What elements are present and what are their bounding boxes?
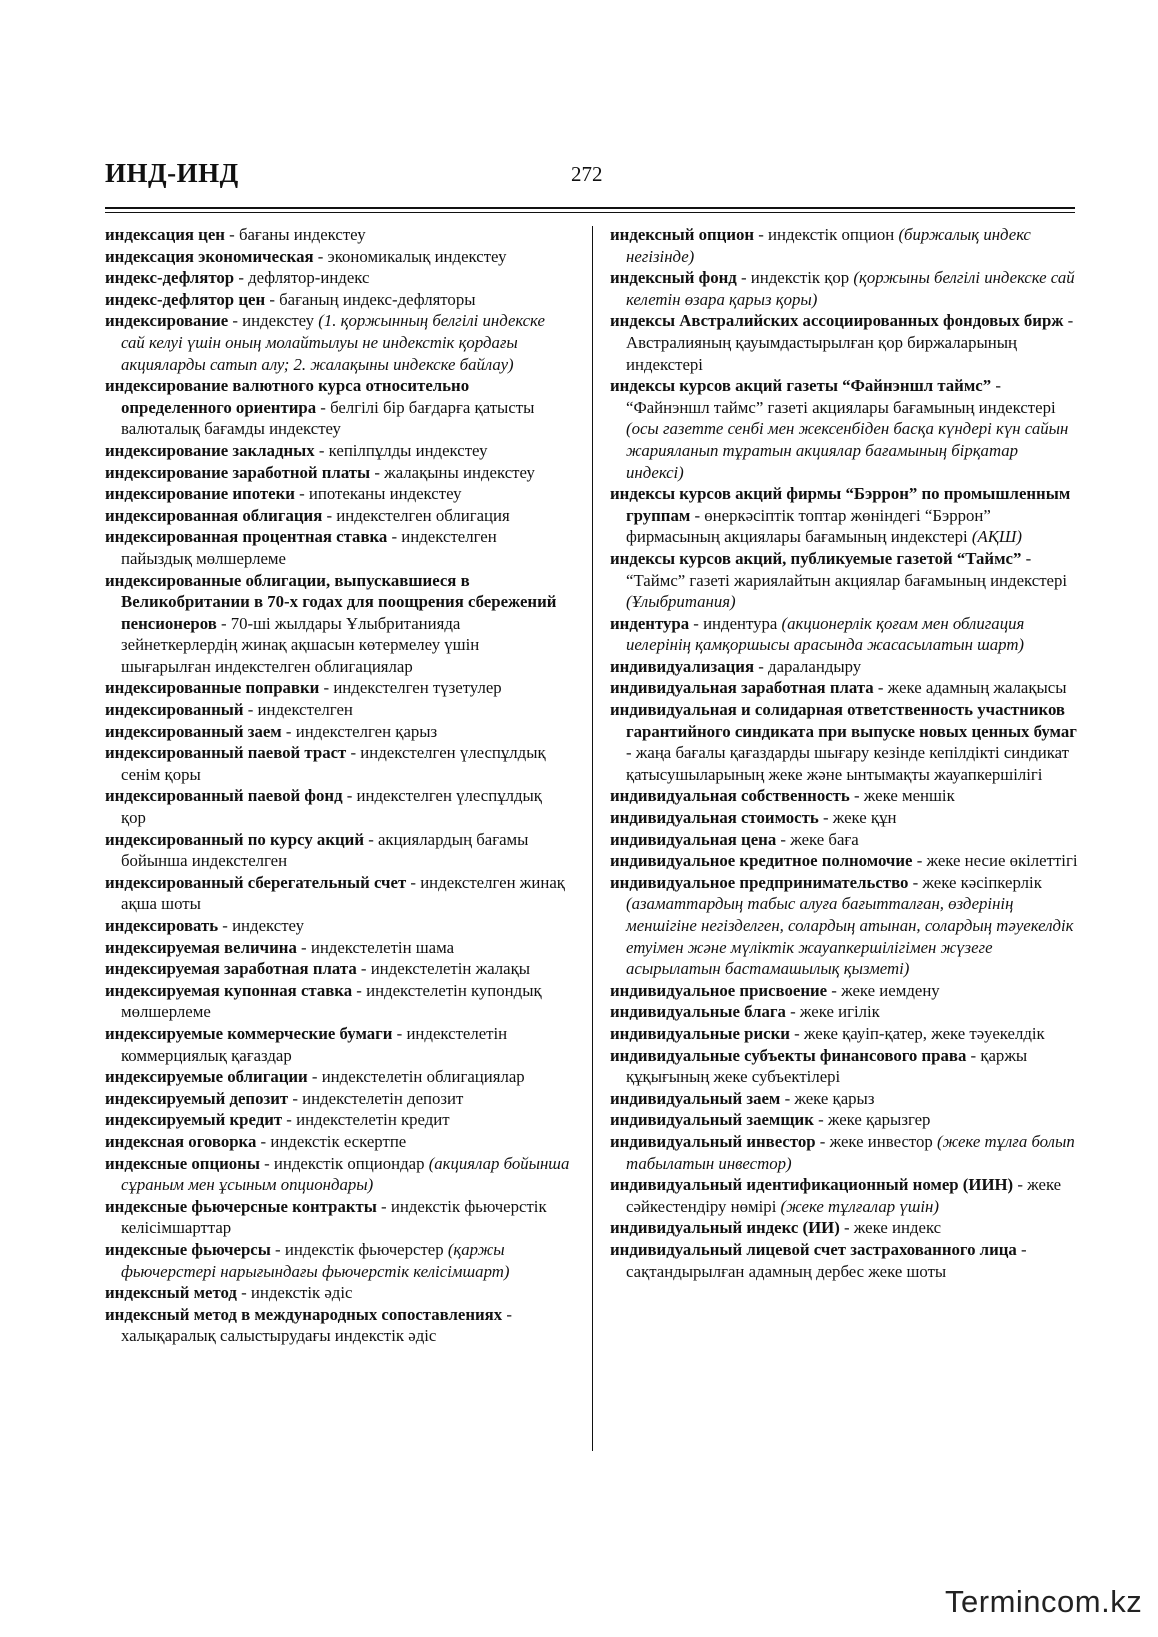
dictionary-entry bbox=[105, 1023, 570, 1066]
dictionary-entry bbox=[105, 829, 570, 872]
entry-definition: - индекстік әдіс bbox=[236, 1283, 353, 1303]
entry-term: индивидуальный заемщик bbox=[610, 1110, 814, 1130]
dictionary-entry bbox=[610, 1001, 1078, 1023]
entry-definition: - кепілпұлды индекстеу bbox=[314, 440, 488, 460]
entry-definition: - жеке сәйкестендіру нөмірі bbox=[626, 1175, 1062, 1216]
entry-term: индексирование ипотеки bbox=[105, 484, 295, 504]
entry-term: индексированный паевой траст bbox=[105, 743, 347, 763]
entry-definition: - индекстелген жинақ ақша шоты bbox=[121, 872, 565, 914]
entry-definition: - индекстелген bbox=[243, 700, 353, 720]
entry-term: индивидуальное присвоение bbox=[610, 980, 828, 1000]
dictionary-entry bbox=[610, 483, 1078, 548]
entry-definition: - жеке адамның жалақысы bbox=[873, 678, 1067, 698]
entry-definition: - индекстелген облигация bbox=[322, 505, 510, 525]
watermark-text: Termincom.kz bbox=[945, 1584, 1143, 1619]
entry-term: индексный метод bbox=[105, 1283, 237, 1303]
dictionary-entry bbox=[105, 1304, 570, 1347]
dictionary-entry bbox=[105, 289, 570, 311]
dictionary-entry bbox=[610, 310, 1078, 375]
entry-term: индексированная облигация bbox=[105, 505, 323, 525]
entry-definition: - жеке қарыз bbox=[780, 1088, 875, 1108]
entry-definition: - индекстік қор bbox=[736, 268, 854, 288]
entry-term: индексные фьючерсные контракты bbox=[105, 1196, 377, 1216]
dictionary-entry bbox=[610, 375, 1078, 483]
dictionary-entry bbox=[610, 656, 1078, 678]
entry-term: индивидуальные блага bbox=[610, 1002, 786, 1022]
entry-definition: - индекстік опциондар bbox=[259, 1153, 429, 1173]
right-column bbox=[610, 224, 1078, 1282]
dictionary-entry bbox=[105, 1153, 570, 1196]
entry-definition: - индекстік опцион bbox=[754, 225, 899, 244]
dictionary-entry bbox=[105, 677, 570, 699]
entry-term: индексный опцион bbox=[610, 225, 755, 244]
entry-definition: - бағаны индекстеу bbox=[224, 225, 366, 244]
entry-definition: - жаңа бағалы қағаздарды шығару кезінде кепілдікті синдикат қатысушыларының жеке және ынтымақты жауапкершілігі bbox=[626, 743, 1070, 784]
dictionary-entry bbox=[610, 1088, 1078, 1110]
entry-term: индексируемая заработная плата bbox=[105, 959, 357, 979]
entry-definition: - 70-ші жылдары Ұлыбританияда зейнеткерлердің жинақ ақшасын көтермелеу үшін шығарылған индекстелген облигациялар bbox=[121, 613, 480, 676]
entry-definition: - дараландыру bbox=[754, 656, 862, 676]
entry-term: индивидуальное предпринимательство bbox=[610, 872, 909, 892]
entry-term: индексация экономическая bbox=[105, 246, 314, 266]
dictionary-entry bbox=[610, 699, 1078, 785]
entry-term: индексы Австралийских ассоциированных фондовых бирж bbox=[610, 311, 1064, 331]
dictionary-entry bbox=[105, 1239, 570, 1282]
entry-term: индексы курсов акций фирмы “Бэррон” по промышленным группам bbox=[610, 484, 1071, 525]
dictionary-entry bbox=[610, 785, 1078, 807]
dictionary-entry bbox=[105, 742, 570, 785]
entry-term: индексировать bbox=[105, 916, 219, 935]
entry-definition: - бағаның индекс-дефляторы bbox=[265, 289, 476, 309]
entry-definition: - индекстелетін депозит bbox=[288, 1088, 464, 1108]
entry-definition: - дефлятор-индекс bbox=[234, 268, 370, 288]
dictionary-entry bbox=[105, 1088, 570, 1110]
dictionary-entry bbox=[610, 1023, 1078, 1045]
dictionary-entry bbox=[105, 721, 570, 743]
entry-definition: - жеке иемдену bbox=[827, 980, 940, 1000]
entry-definition: - сақтандырылған адамның дербес жеке шоты bbox=[626, 1239, 1027, 1281]
entry-definition: - халықаралық салыстырудағы индекстік әдіс bbox=[121, 1304, 512, 1346]
dictionary-entry bbox=[105, 1282, 570, 1304]
entry-term: индивидуализация bbox=[610, 656, 755, 676]
entry-definition: - жеке құн bbox=[818, 808, 897, 828]
dictionary-entry bbox=[105, 526, 570, 569]
entry-term: индексный метод в международных сопоставлениях bbox=[105, 1304, 503, 1324]
dictionary-entry bbox=[105, 937, 570, 959]
dictionary-entry bbox=[610, 829, 1078, 851]
entry-definition: - жеке меншік bbox=[849, 786, 955, 806]
entry-definition: - қаржы құқығының жеке субъектілері bbox=[626, 1045, 1028, 1087]
entry-term: индексируемый кредит bbox=[105, 1110, 283, 1130]
dictionary-entry bbox=[610, 1109, 1078, 1131]
entry-definition: - “Файнэншл таймс” газеті акциялары бағамының индекстері bbox=[626, 376, 1056, 417]
entry-term: индексированный заем bbox=[105, 721, 282, 741]
entry-term: индивидуальное кредитное полномочие bbox=[610, 851, 913, 871]
entry-term: индивидуальные субъекты финансового права bbox=[610, 1045, 967, 1065]
entry-note: (жеке тұлғалар үшін) bbox=[780, 1196, 939, 1216]
entry-term: индексированный bbox=[105, 700, 244, 720]
entry-definition: - индекстелетін облигациялар bbox=[307, 1067, 525, 1087]
entry-term: индексируемые коммерческие бумаги bbox=[105, 1023, 393, 1043]
entry-definition: - индекстелетін кредит bbox=[282, 1110, 450, 1130]
dictionary-entry bbox=[610, 267, 1078, 310]
dictionary-entry bbox=[610, 1217, 1078, 1239]
dictionary-entry bbox=[610, 548, 1078, 613]
entry-term: индексные опционы bbox=[105, 1153, 260, 1173]
entry-definition: - акциялардың бағамы бойынша индекстелген bbox=[121, 829, 529, 871]
entry-term: индивидуальный инвестор bbox=[610, 1131, 816, 1151]
entry-definition: - экономикалық индекстеу bbox=[313, 246, 507, 266]
entry-term: индексированный сберегательный счет bbox=[105, 872, 407, 892]
entry-definition: - белгілі бір бағдарға қатысты валюталық бағамды индекстеу bbox=[121, 397, 535, 439]
dictionary-entry bbox=[105, 505, 570, 527]
entry-note: (АҚШ) bbox=[971, 527, 1022, 547]
dictionary-entry bbox=[610, 613, 1078, 656]
left-column bbox=[105, 224, 570, 1347]
entry-term: индивидуальная стоимость bbox=[610, 808, 819, 828]
page-title: ИНД-ИНД bbox=[105, 158, 239, 188]
dictionary-entry bbox=[105, 570, 570, 678]
entry-term: индентура bbox=[610, 613, 690, 633]
entry-term: индексируемые облигации bbox=[105, 1067, 308, 1087]
entry-note: (жеке тұлға болып табылатын инвестор) bbox=[626, 1131, 1075, 1173]
entry-term: индексы курсов акций газеты “Файнэншл таймс” bbox=[610, 376, 992, 396]
entry-definition: - индекстелген қарыз bbox=[281, 721, 438, 741]
entry-term: индивидуальный лицевой счет застрахованного лица bbox=[610, 1239, 1017, 1259]
entry-note: (қоржыны белгілі индекске сай келетін өзара қарыз қоры) bbox=[626, 268, 1075, 309]
entry-term: индексированные облигации, выпускавшиеся в Великобритании в 70-х годах для поощрения сбережений пенсионеров bbox=[105, 570, 557, 633]
dictionary-entry bbox=[610, 1131, 1078, 1174]
entry-definition: - жеке қарызгер bbox=[813, 1110, 931, 1130]
entry-definition: - жеке индекс bbox=[839, 1218, 942, 1238]
dictionary-entry bbox=[105, 246, 570, 268]
entry-term: индексируемая величина bbox=[105, 937, 297, 957]
dictionary-entry bbox=[105, 483, 570, 505]
watermark-logo bbox=[945, 1580, 1142, 1624]
dictionary-entry bbox=[105, 1109, 570, 1131]
entry-definition: - жеке кәсіпкерлік bbox=[908, 872, 1042, 892]
dictionary-entry bbox=[105, 375, 570, 440]
dictionary-entry bbox=[610, 1174, 1078, 1217]
dictionary-entry bbox=[105, 1196, 570, 1239]
entry-term: индексная оговорка bbox=[105, 1131, 257, 1151]
entry-definition: - индекстелген пайыздық мөлшерлеме bbox=[121, 527, 497, 568]
entry-term: индивидуальная цена bbox=[610, 829, 777, 849]
entry-definition: - индекстелетін купондық мөлшерлеме bbox=[121, 980, 542, 1022]
dictionary-entry bbox=[610, 1045, 1078, 1088]
entry-definition: - индекстік ескертпе bbox=[256, 1131, 407, 1151]
entry-definition: - индекстік фьючерстер bbox=[270, 1239, 448, 1259]
entry-term: индекс-дефлятор цен bbox=[105, 289, 266, 309]
entry-definition: - “Таймс” газеті жариялайтын акциялар бағамының индекстері bbox=[626, 548, 1068, 590]
page-number: 272 bbox=[571, 162, 603, 186]
dictionary-entry bbox=[105, 1131, 570, 1153]
header-rule bbox=[105, 207, 1075, 209]
dictionary-entry bbox=[610, 850, 1078, 872]
dictionary-entry bbox=[105, 915, 570, 937]
entry-term: индивидуальная собственность bbox=[610, 786, 850, 806]
entry-term: индекс-дефлятор bbox=[105, 268, 235, 288]
dictionary-entry bbox=[105, 267, 570, 289]
entry-term: индексируемый депозит bbox=[105, 1088, 289, 1108]
dictionary-entry bbox=[610, 872, 1078, 980]
entry-note: (қаржы фьючерстері нарығындағы фьючерстік келісімшарт) bbox=[121, 1239, 510, 1281]
dictionary-entry bbox=[610, 677, 1078, 699]
dictionary-entry bbox=[610, 980, 1078, 1002]
entry-definition: - индекстелетін шама bbox=[296, 937, 455, 957]
entry-definition: - жеке инвестор bbox=[815, 1131, 937, 1151]
dictionary-entry bbox=[105, 958, 570, 980]
entry-definition: - жалақыны индекстеу bbox=[370, 462, 535, 482]
entry-definition: - индекстелген үлеспұлдық сенім қоры bbox=[121, 743, 546, 784]
entry-definition: - индекстелетін коммерциялық қағаздар bbox=[121, 1023, 508, 1065]
entry-term: индексированные поправки bbox=[105, 678, 320, 698]
entry-note: (азаматтардың табыс алуға бағытталған, өздерінің меншігіне негізделген, солардың атынан, солардың тәуекелдік етуімен және мүліктік жауапкершілігімен жүзеге асырылатын бастамашылық қызметі) bbox=[626, 894, 1074, 979]
entry-note: (акциялар бойынша сұраным мен ұсыным опциондары) bbox=[121, 1153, 570, 1195]
entry-definition: - жеке несие өкілеттігі bbox=[912, 851, 1078, 871]
dictionary-entry bbox=[105, 699, 570, 721]
entry-definition: - жеке баға bbox=[776, 829, 859, 849]
entry-note: (акционерлік қоғам мен облигация иелерінің қамқоршысы арасында жасасылатын шарт) bbox=[626, 613, 1025, 655]
entry-definition: - индекстеу bbox=[218, 916, 304, 935]
entry-definition: - өнеркәсіптік топтар жөніндегі “Бэррон” фирмасының акциялары бағамының индекстері bbox=[626, 505, 991, 547]
dictionary-entry bbox=[105, 872, 570, 915]
entry-term: индексированный паевой фонд bbox=[105, 786, 343, 806]
entry-definition: - индекстелген үлеспұлдық қор bbox=[121, 786, 542, 828]
header-rule-thin bbox=[105, 212, 1075, 213]
column-divider bbox=[592, 226, 593, 1451]
entry-definition: - Австралияның қауымдастырылған қор биржаларының индекстері bbox=[626, 311, 1074, 374]
entry-term: индивидуальный индекс (ИИ) bbox=[610, 1218, 840, 1238]
entry-definition: - ипотеканы индекстеу bbox=[294, 484, 462, 504]
entry-term: индивидуальный идентификационный номер (ИИН) bbox=[610, 1175, 1014, 1195]
entry-term: индивидуальная заработная плата bbox=[610, 678, 874, 698]
dictionary-entry bbox=[105, 310, 570, 375]
entry-term: индексирование заработной платы bbox=[105, 462, 371, 482]
entry-note: (Ұлыбритания) bbox=[626, 592, 736, 612]
entry-term: индексированная процентная ставка bbox=[105, 527, 388, 547]
entry-term: индивидуальный заем bbox=[610, 1088, 781, 1108]
dictionary-entry bbox=[105, 980, 570, 1023]
entry-term: индексные фьючерсы bbox=[105, 1239, 271, 1259]
entry-definition: - жеке игілік bbox=[785, 1002, 880, 1022]
entry-term: индексируемая купонная ставка bbox=[105, 980, 353, 1000]
entry-definition: - индекстелетін жалақы bbox=[356, 959, 531, 979]
dictionary-entry bbox=[610, 224, 1078, 267]
entry-term: индексация цен bbox=[105, 225, 225, 244]
entry-definition: - индекстік фьючерстік келісімшарттар bbox=[121, 1196, 547, 1238]
entry-term: индексирование валютного курса относительно определенного ориентира bbox=[105, 376, 470, 417]
dictionary-entry bbox=[105, 224, 570, 246]
entry-term: индексированный по курсу акций bbox=[105, 829, 364, 849]
entry-term: индивидуальная и солидарная ответственность участников гарантийного синдиката при выпуске новых ценных бумаг bbox=[610, 700, 1077, 741]
entry-term: индексы курсов акций, публикуемые газетой “Таймс” bbox=[610, 548, 1022, 568]
entry-definition: - индентура bbox=[689, 613, 782, 633]
entry-note: (биржалық индекс негізінде) bbox=[626, 225, 1031, 266]
entry-definition: - индекстелген түзетулер bbox=[319, 678, 502, 698]
dictionary-entry bbox=[105, 462, 570, 484]
entry-definition: - жеке қауіп-қатер, жеке тәуекелдік bbox=[789, 1023, 1045, 1043]
dictionary-entry bbox=[105, 1066, 570, 1088]
entry-definition: - индекстеу bbox=[228, 311, 319, 331]
entry-note: (1. қоржынның белгілі индекске сай келуі үшін оның молайтылуы не индекстік қордағы акцияларды сатып алу; 2. жалақыны индекске байлау) bbox=[121, 311, 545, 374]
entry-term: индивидуальные риски bbox=[610, 1023, 790, 1043]
entry-term: индексирование bbox=[105, 311, 229, 331]
dictionary-entry bbox=[610, 807, 1078, 829]
dictionary-entry bbox=[105, 785, 570, 828]
dictionary-entry bbox=[105, 440, 570, 462]
dictionary-entry bbox=[610, 1239, 1078, 1282]
entry-term: индексирование закладных bbox=[105, 440, 315, 460]
entry-term: индексный фонд bbox=[610, 268, 737, 288]
entry-note: (осы газетте сенбі мен жексенбіден басқа күндері күн сайын жарияланып тұратын акциялар бағамының бірқатар индексі) bbox=[626, 419, 1069, 482]
